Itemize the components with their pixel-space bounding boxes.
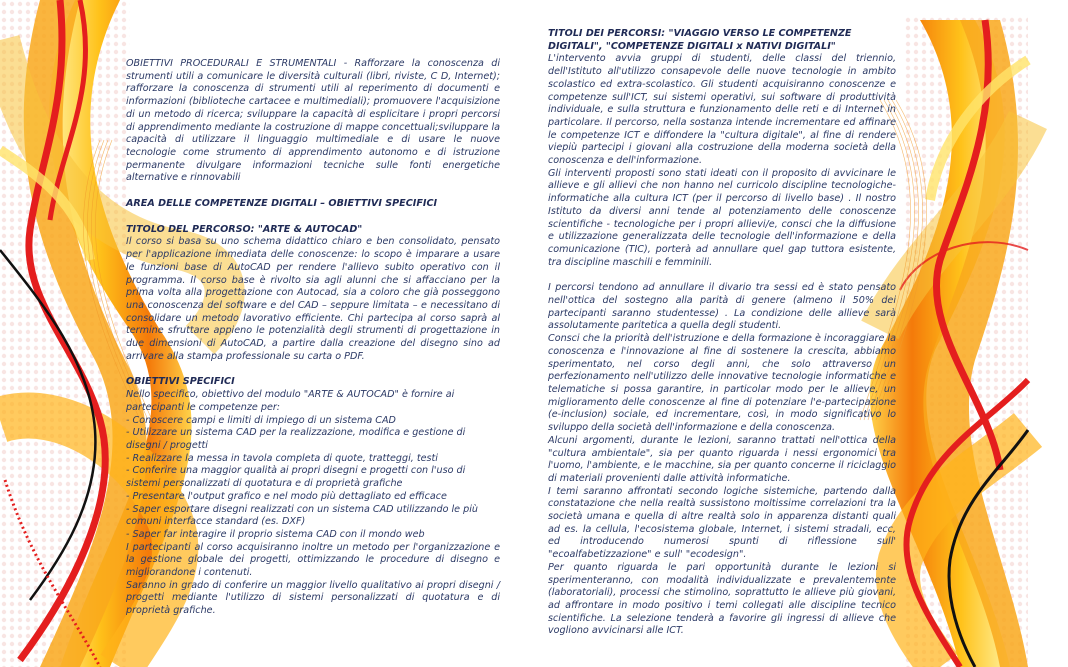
specific-objectives-intro: Nello specifico, obiettivo del modulo "ARTE & AUTOCAD" è fornire ai partecipanti le competenze per: xyxy=(126,389,455,413)
objective-bullet: - Conoscere campi e limiti di impiego di un sistema CAD xyxy=(126,414,396,426)
procedural-objectives-paragraph: OBIETTIVI PROCEDURALI E STRUMENTALI - Rafforzare la conoscenza di strumenti utili a comunicare le diversità culturali (libri, riviste, C D, Internet); rafforzare la conoscenza di strumenti utili al reperimento di documenti e informazioni (biblioteche cartacee e multimediali); promuovere l'acquisizione di un metodo di ricerca; sviluppare la capacità di esplicitare i propri percorsi di apprendimento mediante la costruzione di mappe concettuali;sviluppare la capacità di utilizzare il linguaggio multimediale e di usare le nuove tecnologie come strumento di apprendimento autonomo e di istruzione permanente divulgare informazioni tecniche sulle fonti energetiche alternative e rinnovabili xyxy=(126,58,500,184)
objective-bullet: - Realizzare la messa in tavola completa di quote, tratteggi, testi xyxy=(126,452,438,464)
objective-bullet: - Saper far interagire il proprio sistema CAD con il mondo web xyxy=(126,528,425,540)
left-column xyxy=(126,0,500,618)
gender-gap-paragraph: I percorsi tendono ad annullare il divario tra sessi ed è stato pensato nell'ottica del sostegno alla parità di genere (almeno il 50% dei partecipanti saranno studentesse) . La condizione delle allieve sarà assolutamente paritetica a quella degli studenti. xyxy=(548,282,896,332)
course-description-paragraph: Il corso si basa su uno schema didattico chiaro e ben consolidato, pensato per l'applicazione immediata delle conoscenze: lo scopo è imparare a usare le funzioni base di AutoCAD per rendere l'allievo subito operativo con il programma. Il corso base è rivolto sia agli alunni che si affacciano per la prima volta alla progettazione con Autocad, sia a coloro che già posseggono una conoscenza del software e del CAD – seppure limitata – e necessitano di consolidare un metodo lavorativo efficiente. Chi partecipa al corso saprà al termine sfruttare appieno le potenzialità degli strumenti di progettazione in due dimensioni di AutoCAD, a partire dalla creazione del disegno sino ad arrivare alla stampa professionale su carta o PDF. xyxy=(126,236,500,362)
proposed-interventions-paragraph: Gli interventi proposti sono stati ideati con il proposito di avvicinare le allieve e gli allievi che non hanno nel curricolo discipline tecnologiche-informatiche alla cultura ICT (per il percorso di livello base) . Il nostro Istituto da diversi anni tende al potenziamento delle conoscenze scientifiche - tecnologiche per i propri allievi/e, consci che la diffusione e utilizzazione generalizzata delle tecnologie dell'informazione e della comunicazione (TIC), porterà ad annullare quel gap tuttora esistente, tra discipline maschili e femminili. xyxy=(548,167,896,268)
quality-level-paragraph: Saranno in grado di conferire un maggior livello qualitativo ai propri disegni / progetti mediante l'utilizzo di sistemi personalizzati di quotatura e di proprietà grafiche. xyxy=(126,579,500,617)
participants-method-paragraph: I partecipanti al corso acquisiranno inoltre un metodo per l'organizzazione e la gestione globale dei progetti, ottimizzando le procedure di disegno e migliorandone i contenuti. xyxy=(126,541,500,579)
digital-skills-area-heading: AREA DELLE COMPETENZE DIGITALI – OBIETTIVI SPECIFICI xyxy=(126,198,438,210)
objective-bullet: - Presentare l'output grafico e nel modo più dettagliato ed efficace xyxy=(126,490,447,502)
courses-title-heading: TITOLI DEI PERCORSI: "VIAGGIO VERSO LE COMPETENZE DIGITALI", "COMPETENZE DIGITALI x NATIVI DIGITALI" xyxy=(548,28,852,52)
specific-objectives-heading: OBIETTIVI SPECIFICI xyxy=(126,376,235,388)
objective-bullet: - Saper esportare disegni realizzati con un sistema CAD utilizzando le più comuni interfacce standard (es. DXF) xyxy=(126,503,478,528)
equal-opportunities-paragraph: Per quanto riguarda le pari opportunità durante le lezioni si sperimenteranno, con modalità individualizzate e prevalentemente (laboratoriali), processi che stimolino, soprattutto le allieve più giovani, ad affrontare in modo positivo i temi collegati alle discipline tecnico scientifiche. La selezione tenderà a favorire gli ingressi di allieve che vogliono avvicinarsi alle ICT. xyxy=(548,561,896,637)
objective-bullet: - Conferire una maggior qualità ai propri disegni e progetti con l'uso di sistemi personalizzati di quotatura e di proprietà grafiche xyxy=(126,465,466,490)
education-priority-paragraph: Consci che la priorità dell'istruzione e della formazione è incoraggiare la conoscenza e l'innovazione al fine di sostenere la crescita, abbiamo sperimentato, nel corso degli anni, che solo attraverso un perfezionamento nell'utilizzo delle innovative tecnologie informatiche e telematiche si possa garantire, in particolar modo per le allieve, un miglioramento delle conoscenze al fine di potenziare l'e-partecipazione (e-inclusion) sociale, ed incrementare, così, in modo significativo lo sviluppo della società dell'informazione e della conoscenza. xyxy=(548,333,896,434)
systemic-logic-paragraph: I temi saranno affrontati secondo logiche sistemiche, partendo dalla constatazione che nella realtà sussistono moltissime correlazioni tra la società umana e quella di altre realtà solo in apparenza distanti quali ad es. la cellula, l'ecosistema globale, Internet, i sistemi stradali, ecc, ed introducendo numerosi spunti di riflessione sull' "ecoalfabetizzazione" e sull' "ecodesign". xyxy=(548,485,896,561)
environmental-culture-paragraph: Alcuni argomenti, durante le lezioni, saranno trattati nell'ottica della "cultura ambientale", sia per quanto riguarda i nessi ergonomici tra l'uomo, l'ambiente, e le macchine, sia per quanto concerne il riciclaggio di materiali provenienti dalle attività informatiche. xyxy=(548,434,896,484)
course-title-heading: TITOLO DEL PERCORSO: "ARTE & AUTOCAD" xyxy=(126,223,363,235)
right-column xyxy=(548,0,896,638)
objective-bullet: - Utilizzare un sistema CAD per la realizzazione, modifica e gestione di disegni / progetti xyxy=(126,427,466,451)
intervention-paragraph: L'intervento avvia gruppi di studenti, delle classi del triennio, dell'Istituto all'utilizzo consapevole delle nuove tecnologie in ambito scolastico ed extra-scolastico. Gli studenti acquisiranno conoscenze e competenze sull'ICT, sui sistemi operativi, sui software di produttività individuale, e sulla struttura e funzionamento delle reti e di Internet in particolare. Il percorso, nella sostanza intende incrementare ed affinare le competenze ICT e diffondere la "cultura digitale", al fine di rendere viepiù partecipi i giovani alla costruzione della moderna società della conoscenza e dell'informazione. xyxy=(548,53,896,167)
